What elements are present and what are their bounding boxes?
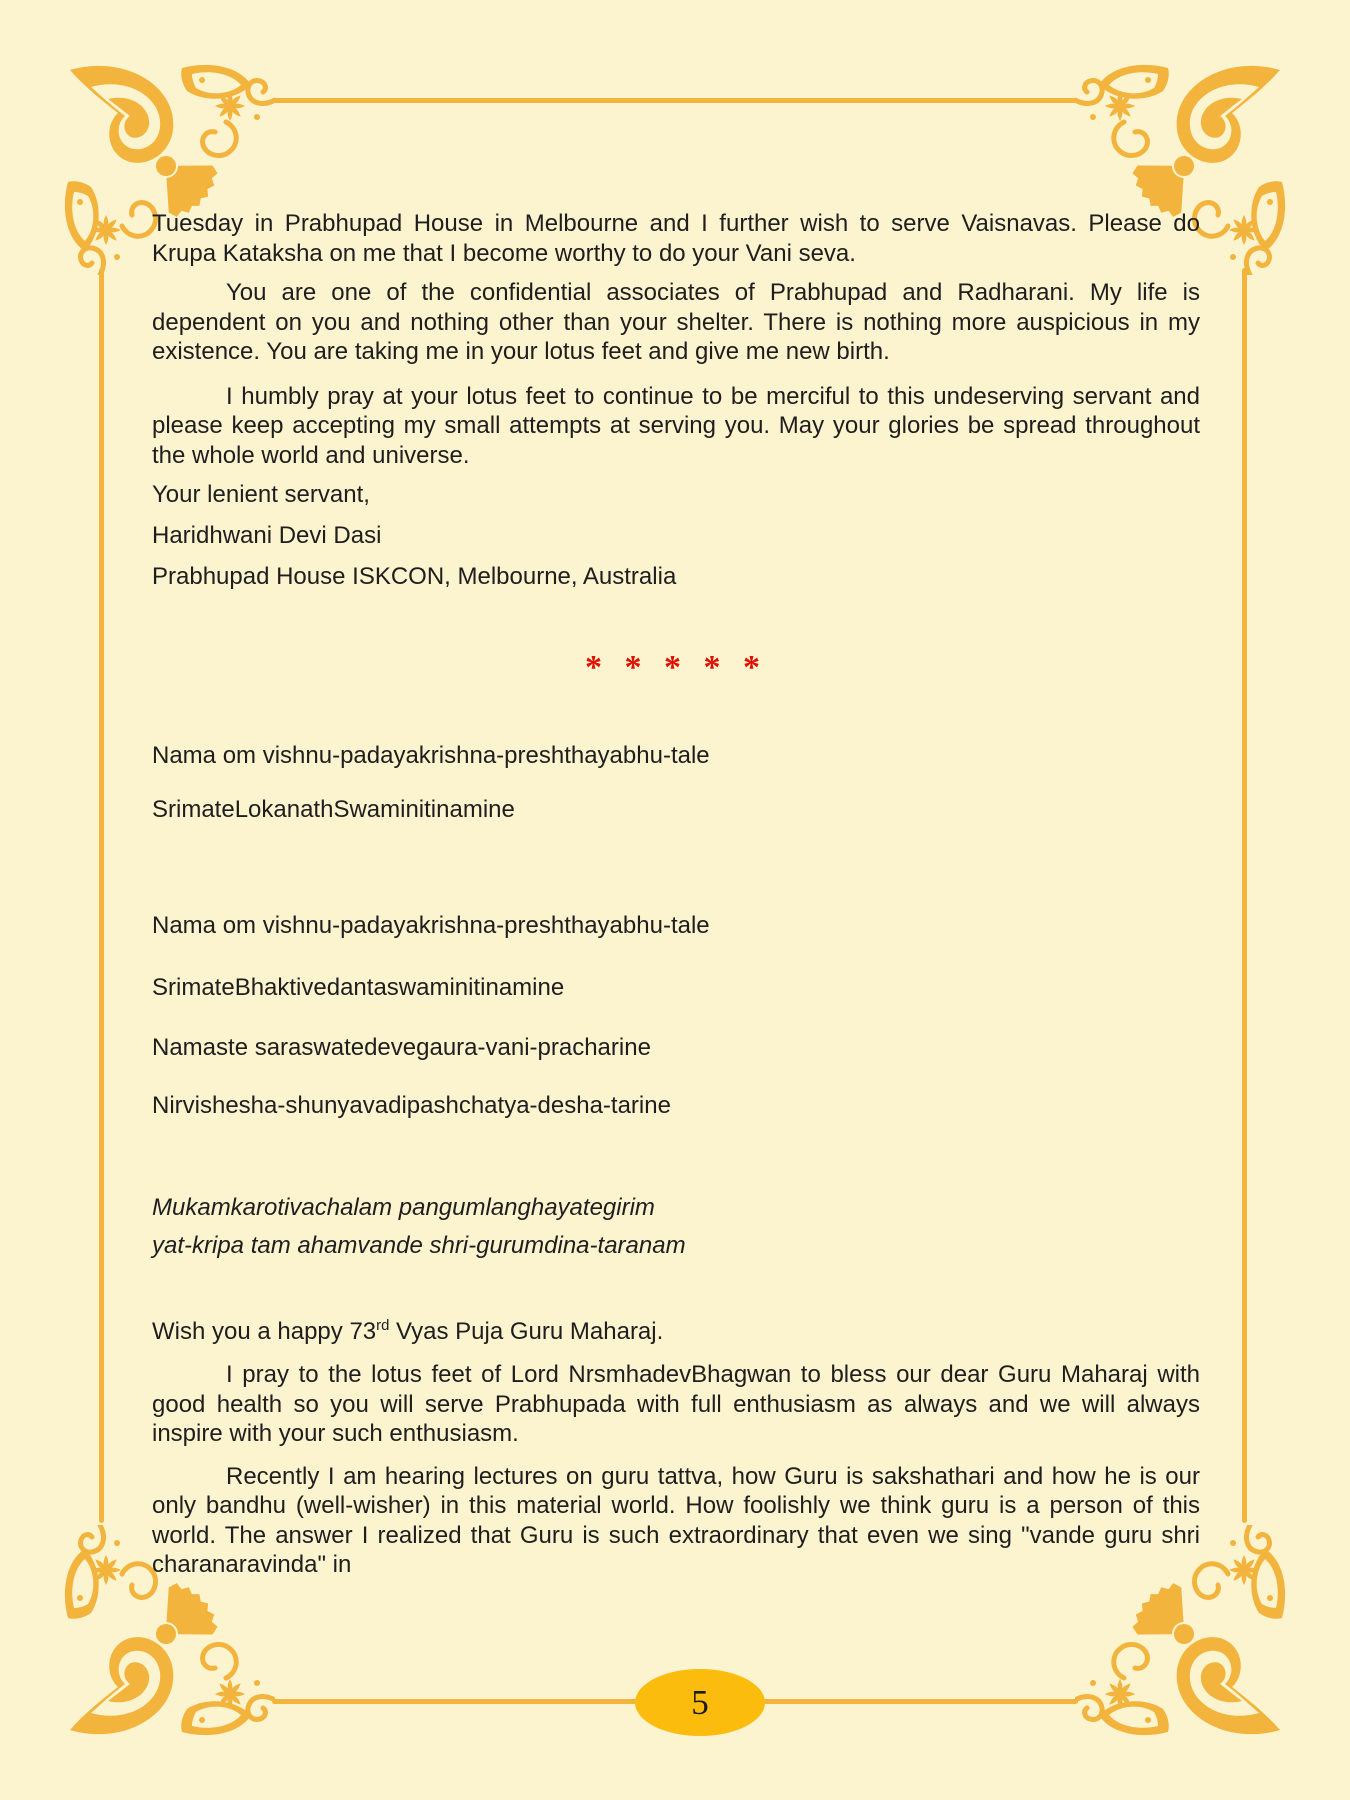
mantra-line: Nama om vishnu-padayakrishna-preshthayabhu-tale	[152, 911, 710, 939]
paragraph: Recently I am hearing lectures on guru tattva, how Guru is sakshathari and how he is our only bandhu (well-wisher) in this material world. How foolishly we think guru is a person of this world. The answer I realized that Guru is such extraordinary that even we sing "vande guru shri charanaravinda" in	[152, 1462, 1200, 1578]
verse-line: yat-kripa tam ahamvande shri-gurumdina-taranam	[152, 1232, 686, 1259]
mantra-line: SrimateLokanathSwaminitinamine	[152, 796, 515, 823]
paragraph: I humbly pray at your lotus feet to continue to be merciful to this undeserving servant and please keep accepting my small attempts at serving you. May your glories be spread throughout the whole world and universe.	[152, 382, 1200, 469]
border-line-right	[1242, 268, 1247, 1523]
paragraph: You are one of the confidential associates of Prabhupad and Radharani. My life is dependent on you and nothing other than your shelter. There is nothing more auspicious in my existence. You are taking me in your lotus feet and give me new birth.	[152, 279, 1200, 365]
mantra-line: Namaste saraswatedevegaura-vani-pracharine	[152, 1033, 651, 1061]
border-line-top	[272, 98, 1078, 103]
wish-text: Vyas Puja Guru Maharaj.	[389, 1317, 664, 1345]
mantra-line: Nirvishesha-shunyavadipashchatya-desha-tarine	[152, 1092, 671, 1119]
signature-location: Prabhupad House ISKCON, Melbourne, Australia	[152, 563, 677, 590]
letter-content	[152, 209, 1200, 1580]
section-separator: * * * * *	[585, 648, 767, 686]
page-number-badge	[635, 1669, 765, 1736]
paragraph: Tuesday in Prabhupad House in Melbourne and I further wish to serve Vaisnavas. Please do Krupa Kataksha on me that I become worthy to do your Vani seva.	[152, 210, 1200, 267]
paragraph: I pray to the lotus feet of Lord NrsmhadevBhagwan to bless our dear Guru Maharaj with good health so you will serve Prabhupada with full enthusiasm as always and we will always inspire with your such enthusiasm.	[152, 1361, 1200, 1447]
page-number: 5	[691, 1682, 709, 1722]
mantra-line: SrimateBhaktivedantaswaminitinamine	[152, 974, 565, 1001]
wish-text: Wish you a happy 73	[152, 1317, 377, 1345]
closing-line: Your lenient servant,	[152, 481, 370, 508]
verse-line: Mukamkarotivachalam pangumlanghayategirim	[152, 1193, 655, 1221]
ordinal-suffix: rd	[376, 1317, 390, 1334]
wish-line	[152, 1317, 1200, 1347]
mantra-line: Nama om vishnu-padayakrishna-preshthayabhu-tale	[152, 741, 710, 769]
signature-name: Haridhwani Devi Dasi	[152, 521, 382, 549]
border-line-left	[99, 268, 104, 1523]
